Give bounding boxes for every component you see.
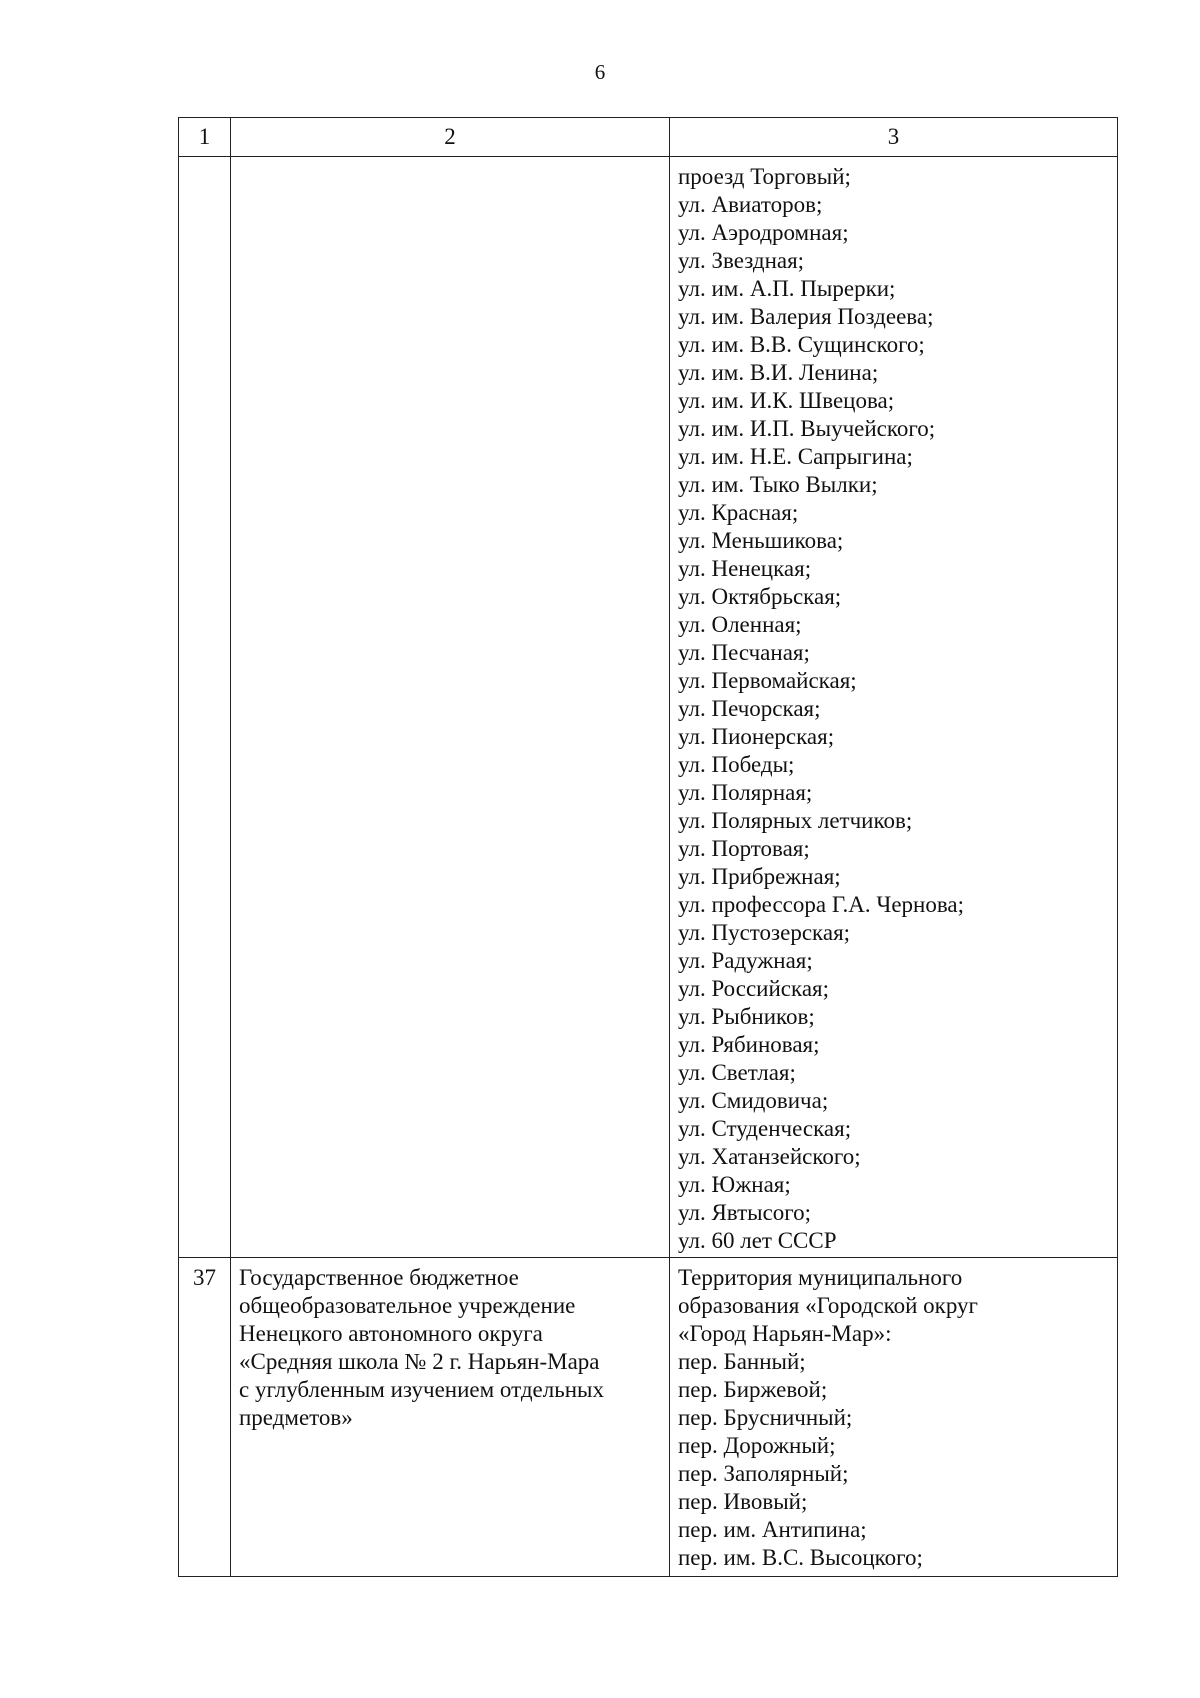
address-line: ул. им. И.К. Швецова; <box>678 388 895 413</box>
address-line: ул. Российская; <box>678 976 830 1001</box>
address-line: ул. Радужная; <box>678 948 813 973</box>
address-line: ул. им. Н.Е. Сапрыгина; <box>678 444 913 469</box>
institution-name-line: Ненецкого автономного округа <box>239 1321 543 1346</box>
address-line: пер. Банный; <box>678 1349 806 1374</box>
address-line: ул. Прибрежная; <box>678 864 841 889</box>
address-line: пер. им. Антипина; <box>678 1517 867 1542</box>
school-districts-table <box>178 117 1118 1577</box>
address-line: ул. им. Валерия Поздеева; <box>678 304 934 329</box>
row-number: 37 <box>179 1258 231 1577</box>
address-line: ул. Пустозерская; <box>678 920 851 945</box>
address-line: ул. Полярных летчиков; <box>678 808 913 833</box>
address-line: ул. им. В.В. Сущинского; <box>678 332 925 357</box>
institution-name-line: предметов» <box>239 1405 353 1430</box>
address-line: ул. им. А.П. Пырерки; <box>678 276 896 301</box>
address-line: пер. Дорожный; <box>678 1433 836 1458</box>
address-line: пер. Заполярный; <box>678 1461 849 1486</box>
column-header-2: 2 <box>231 118 670 157</box>
row-number <box>179 157 231 1258</box>
address-line: пер. Ивовый; <box>678 1489 808 1514</box>
address-line: ул. Южная; <box>678 1172 791 1197</box>
institution-name-line: Государственное бюджетное <box>239 1265 519 1290</box>
address-line: «Город Нарьян-Мар»: <box>678 1321 892 1346</box>
column-header-3: 3 <box>670 118 1118 157</box>
address-line: ул. Рябиновая; <box>678 1032 820 1057</box>
address-line: ул. Печорская; <box>678 696 821 721</box>
address-line: ул. Пионерская; <box>678 724 835 749</box>
address-line: ул. им. Тыко Вылки; <box>678 472 878 497</box>
address-line: ул. Звездная; <box>678 248 805 273</box>
address-line: ул. им. И.П. Выучейского; <box>678 416 936 441</box>
institution-name-line: «Средняя школа № 2 г. Нарьян-Мара <box>239 1349 600 1374</box>
page-number: 6 <box>594 60 606 84</box>
address-line: ул. Первомайская; <box>678 668 857 693</box>
address-line: ул. Авиаторов; <box>678 192 823 217</box>
institution-name <box>231 157 670 1258</box>
address-line: ул. Оленная; <box>678 612 802 637</box>
address-line: образования «Городской округ <box>678 1293 978 1318</box>
table-row <box>179 1258 1118 1577</box>
institution-name-line: общеобразовательное учреждение <box>239 1293 576 1318</box>
address-line: ул. Октябрьская; <box>678 584 842 609</box>
address-line: ул. Хатанзейского; <box>678 1144 861 1169</box>
address-line: ул. Рыбников; <box>678 1004 815 1029</box>
address-list <box>670 157 1118 1258</box>
address-line: ул. Светлая; <box>678 1060 796 1085</box>
address-line: ул. Победы; <box>678 752 795 777</box>
address-line: ул. профессора Г.А. Чернова; <box>678 892 965 917</box>
address-line: Территория муниципального <box>678 1265 963 1290</box>
address-line: ул. Ненецкая; <box>678 556 812 581</box>
address-line: ул. Аэродромная; <box>678 220 849 245</box>
address-line: ул. 60 лет СССР <box>678 1228 837 1253</box>
address-line: ул. Явтысого; <box>678 1200 812 1225</box>
address-line: ул. Меньшикова; <box>678 528 844 553</box>
address-line: ул. Красная; <box>678 500 799 525</box>
institution-name <box>231 1258 670 1577</box>
address-line: ул. Песчаная; <box>678 640 810 665</box>
address-list <box>670 1258 1118 1577</box>
address-line: пер. им. В.С. Высоцкого; <box>678 1545 923 1570</box>
table-row <box>179 157 1118 1258</box>
address-line: ул. Смидовича; <box>678 1088 829 1113</box>
institution-name-line: с углубленным изучением отдельных <box>239 1377 604 1402</box>
table-header-row <box>179 118 1118 157</box>
address-line: пер. Биржевой; <box>678 1377 828 1402</box>
address-line: ул. им. В.И. Ленина; <box>678 360 879 385</box>
address-line: проезд Торговый; <box>678 164 851 189</box>
column-header-1: 1 <box>179 118 231 157</box>
address-line: пер. Брусничный; <box>678 1405 853 1430</box>
address-line: ул. Студенческая; <box>678 1116 852 1141</box>
address-line: ул. Портовая; <box>678 836 810 861</box>
address-line: ул. Полярная; <box>678 780 813 805</box>
